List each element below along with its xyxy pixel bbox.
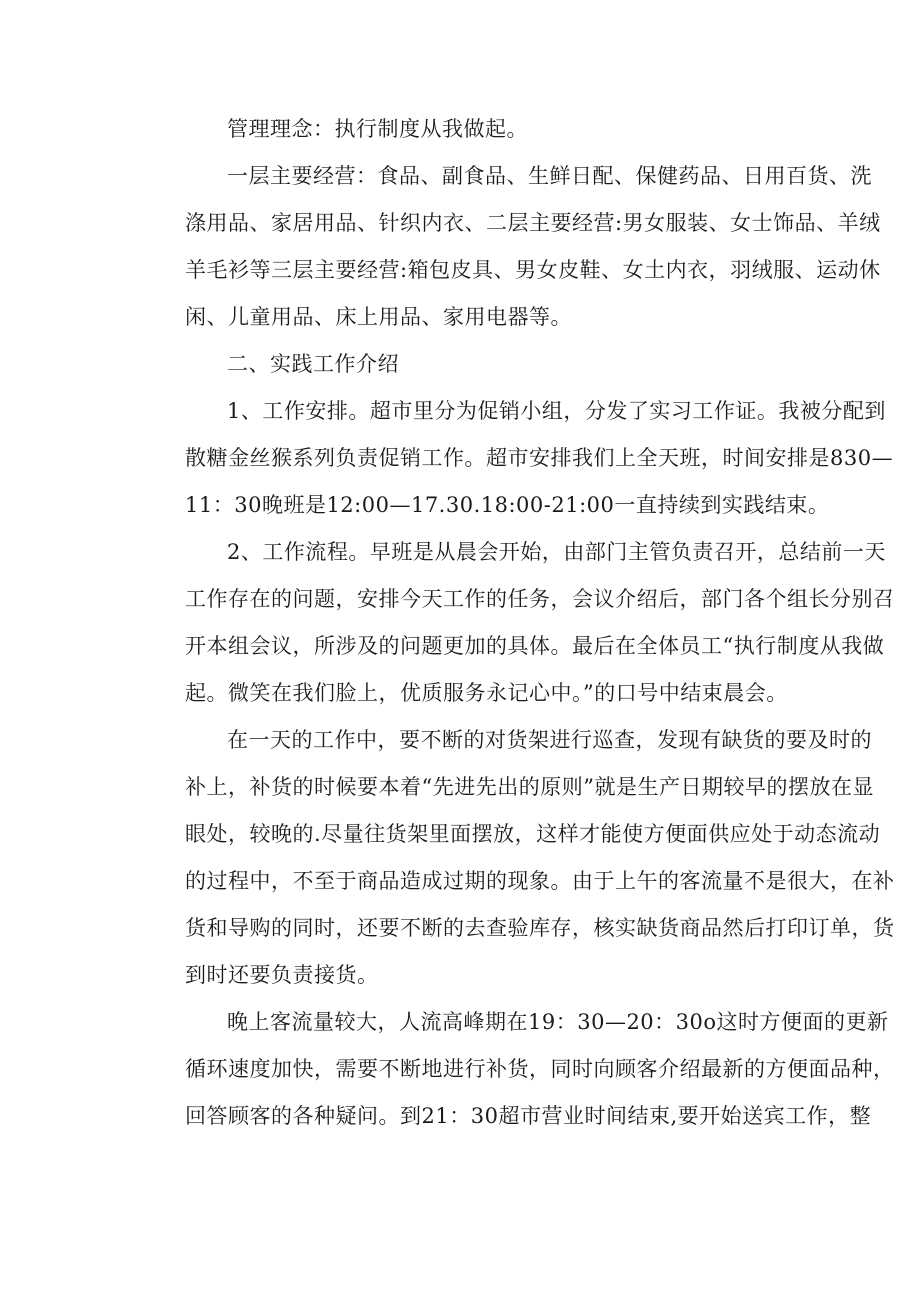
text-line: 1、工作安排。超市里分为促销小组，分发了实习工作证。我被分配到 — [227, 399, 886, 423]
text-line: 二、实践工作介绍 — [227, 352, 399, 376]
paragraph-floor-business — [143, 153, 881, 341]
text-line: 11：30晚班是12:00—17.30.18:00-21:00一直持续到实践结束。 — [185, 493, 830, 517]
text-line: 回答顾客的各种疑问。到21：30超市营业时间结束,要开始送宾工作，整 — [185, 1104, 872, 1128]
text-line: 管理理念：执行制度从我做起。 — [227, 117, 528, 141]
text-line: 一层主要经营：食品、副食品、生鲜日配、保健药品、日用百货、洗 — [227, 164, 872, 188]
document-body — [143, 106, 895, 1140]
text-line: 眼处，较晚的.尽量往货架里面摆放，这样才能使方便面供应处于动态流动 — [185, 822, 881, 846]
text-line: 涤用品、家居用品、针织内衣、二层主要经营:男女服装、女士饰品、羊绒 — [185, 211, 881, 235]
text-line: 循环速度加快，需要不断地进行补货，同时向顾客介绍最新的方便面品种， — [185, 1057, 895, 1081]
text-line: 补上，补货的时候要本着“先进先出的原则”就是生产日期较早的摆放在显 — [185, 775, 874, 799]
paragraph-evening-work — [143, 999, 895, 1140]
paragraph-work-process — [143, 529, 895, 717]
text-line: 闲、儿童用品、床上用品、家用电器等。 — [185, 305, 572, 329]
text-line: 羊毛衫等三层主要经营:箱包皮具、男女皮鞋、女土内衣，羽绒服、运动休 — [185, 258, 881, 282]
text-line: 散糖金丝猴系列负责促销工作。超市安排我们上全天班，时间安排是830— — [185, 446, 894, 470]
text-line: 的过程中，不至于商品造成过期的现象。由于上午的客流量不是很大，在补 — [185, 869, 895, 893]
text-line: 在一天的工作中，要不断的对货架进行巡查，发现有缺货的要及时的 — [227, 728, 872, 752]
paragraph-daily-work — [143, 717, 895, 999]
paragraph-management-philosophy — [143, 106, 798, 153]
paragraph-work-arrangement — [143, 388, 894, 529]
text-line: 工作存在的问题，安排今天工作的任务，会议介绍后，部门各个组长分别召 — [185, 587, 895, 611]
text-line: 晚上客流量较大，人流高峰期在19：30—20：30o这时方便面的更新 — [227, 1010, 889, 1034]
section-heading — [143, 341, 798, 388]
text-line: 到时还要负责接货。 — [185, 963, 379, 987]
text-line: 货和导购的同时，还要不断的去查验库存，核实缺货商品然后打印订单，货 — [185, 916, 895, 940]
text-line: 2、工作流程。早班是从晨会开始，由部门主管负责召开，总结前一天 — [227, 540, 886, 564]
text-line: 起。微笑在我们脸上，优质服务永记心中。”的口号中结束晨会。 — [185, 681, 788, 705]
text-line: 开本组会议，所涉及的问题更加的具体。最后在全体员工“执行制度从我做 — [185, 634, 885, 658]
